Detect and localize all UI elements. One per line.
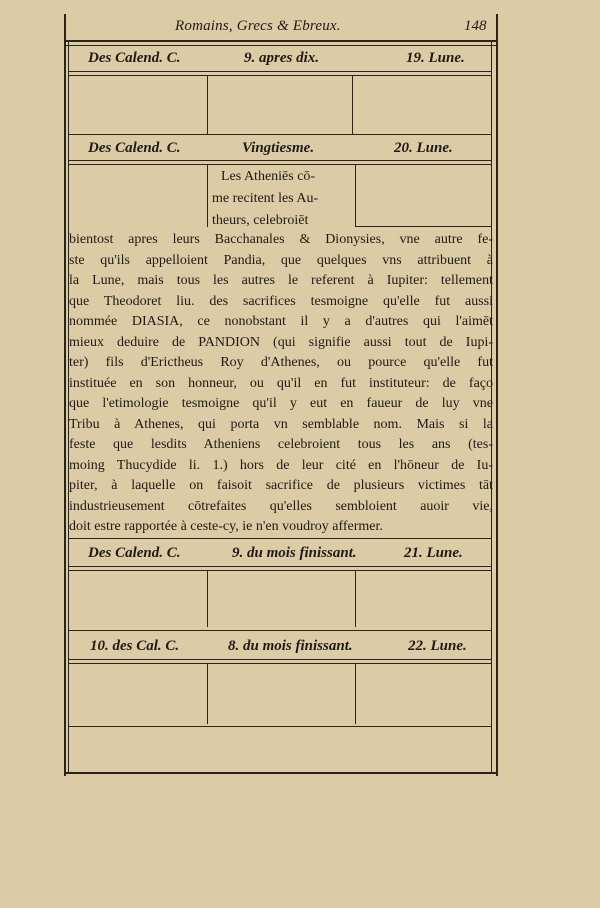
- row1-rule: [68, 71, 491, 72]
- row2-cell-line3: theurs, celebroiēt: [212, 213, 309, 228]
- row1-bottom-rule: [68, 134, 491, 135]
- row4-rule-2: [68, 663, 491, 664]
- row4-bottom-rule: [68, 726, 491, 727]
- row4-rule: [68, 659, 491, 660]
- row2-col3: 20. Lune.: [394, 140, 453, 156]
- row2-rule: [68, 160, 491, 161]
- body-line: moing Thucydide li. 1.) hors de leur cité en l'hōneur de Iu-: [69, 457, 493, 473]
- row1-divider-a: [207, 76, 208, 134]
- body-line: nommée DIASIA, ce nonobstant il y a d'autres qui l'aimēt: [69, 314, 493, 329]
- row4-divider-b: [355, 664, 356, 724]
- row4-col1: 10. des Cal. C.: [90, 638, 180, 654]
- row1-col3: 19. Lune.: [406, 50, 465, 66]
- header-rule: [64, 40, 498, 42]
- row2-bottom-rule: [355, 226, 491, 227]
- body-line: doit estre rapportée à ceste-cy, ie n'en voudroy affermer.: [69, 519, 383, 534]
- row2-divider-b: [355, 165, 356, 227]
- row2-col1: Des Calend. C.: [88, 140, 181, 156]
- body-line: instituée en son honneur, ou qu'il en fut instituteur: de faço: [69, 375, 493, 391]
- row3-col3: 21. Lune.: [404, 545, 463, 561]
- row2-cell-line1: Les Atheniēs cō-: [221, 169, 316, 184]
- frame-right-rule: [496, 14, 498, 776]
- row3-divider-a: [207, 571, 208, 627]
- row3-rule: [68, 566, 491, 567]
- row1-rule-2: [68, 75, 491, 76]
- frame-bottom-rule: [64, 772, 498, 774]
- row3-top-rule: [68, 538, 491, 539]
- body-paragraph: [69, 230, 493, 538]
- page-number: 148: [464, 18, 487, 34]
- body-line: ter) fils d'Ericthеus Roy d'Athenes, ou pource qu'elle fut: [69, 355, 493, 370]
- row1-col1: Des Calend. C.: [88, 50, 181, 66]
- body-line: que Theodoret liu. des sacrifices tesmoigne qu'elle fut aussi: [69, 293, 493, 309]
- body-line: ste qu'ils appelloient Pandia, que quelques vns attribuent à: [69, 252, 493, 268]
- body-line: Tribu à Athenes, qui porta vn semblable nom. Mais si la: [69, 416, 493, 432]
- row4-col2: 8. du mois finissant.: [228, 638, 353, 654]
- row4-divider-a: [207, 664, 208, 724]
- row3-bottom-rule: [68, 630, 491, 631]
- row4-col3: 22. Lune.: [408, 638, 467, 654]
- body-line: piter, à laquelle on faisoit sacrifice de plusieurs victimes tāt: [69, 478, 493, 493]
- row3-rule-2: [68, 570, 491, 571]
- running-header: Romains, Grecs & Ebreux.: [175, 18, 341, 34]
- body-line: industrieusement cōtrefaites qu'elles sembloient auoir vie,: [69, 498, 493, 514]
- body-line: que l'etimologie tesmoigne qu'il y eut en faueur de luy vne: [69, 396, 493, 411]
- body-line: mieux deduire de PANDION (qui signifie aussi tout de Iupi-: [69, 334, 493, 350]
- row2-cell-line2: me recitent les Au-: [212, 191, 319, 206]
- row3-col1: Des Calend. C.: [88, 545, 181, 561]
- frame-left-rule: [64, 14, 66, 776]
- row2-col2: Vingtiesme.: [242, 140, 315, 156]
- body-line: feste que lesdits Atheniens celebroient tous les ans (tes-: [69, 437, 493, 452]
- body-line: bientost apres leurs Bacchanales & Dionysies, vne autre fe-: [69, 232, 493, 247]
- row1-divider-b: [352, 76, 353, 134]
- header-rule-2: [64, 45, 498, 46]
- body-line: la Lune, mais tous les autres le referent à Iupiter: tellement: [69, 273, 493, 288]
- row2-divider-a: [207, 165, 208, 227]
- row1-col2: 9. apres dix.: [244, 50, 319, 66]
- row3-col2: 9. du mois finissant.: [232, 545, 357, 561]
- row3-divider-b: [355, 571, 356, 627]
